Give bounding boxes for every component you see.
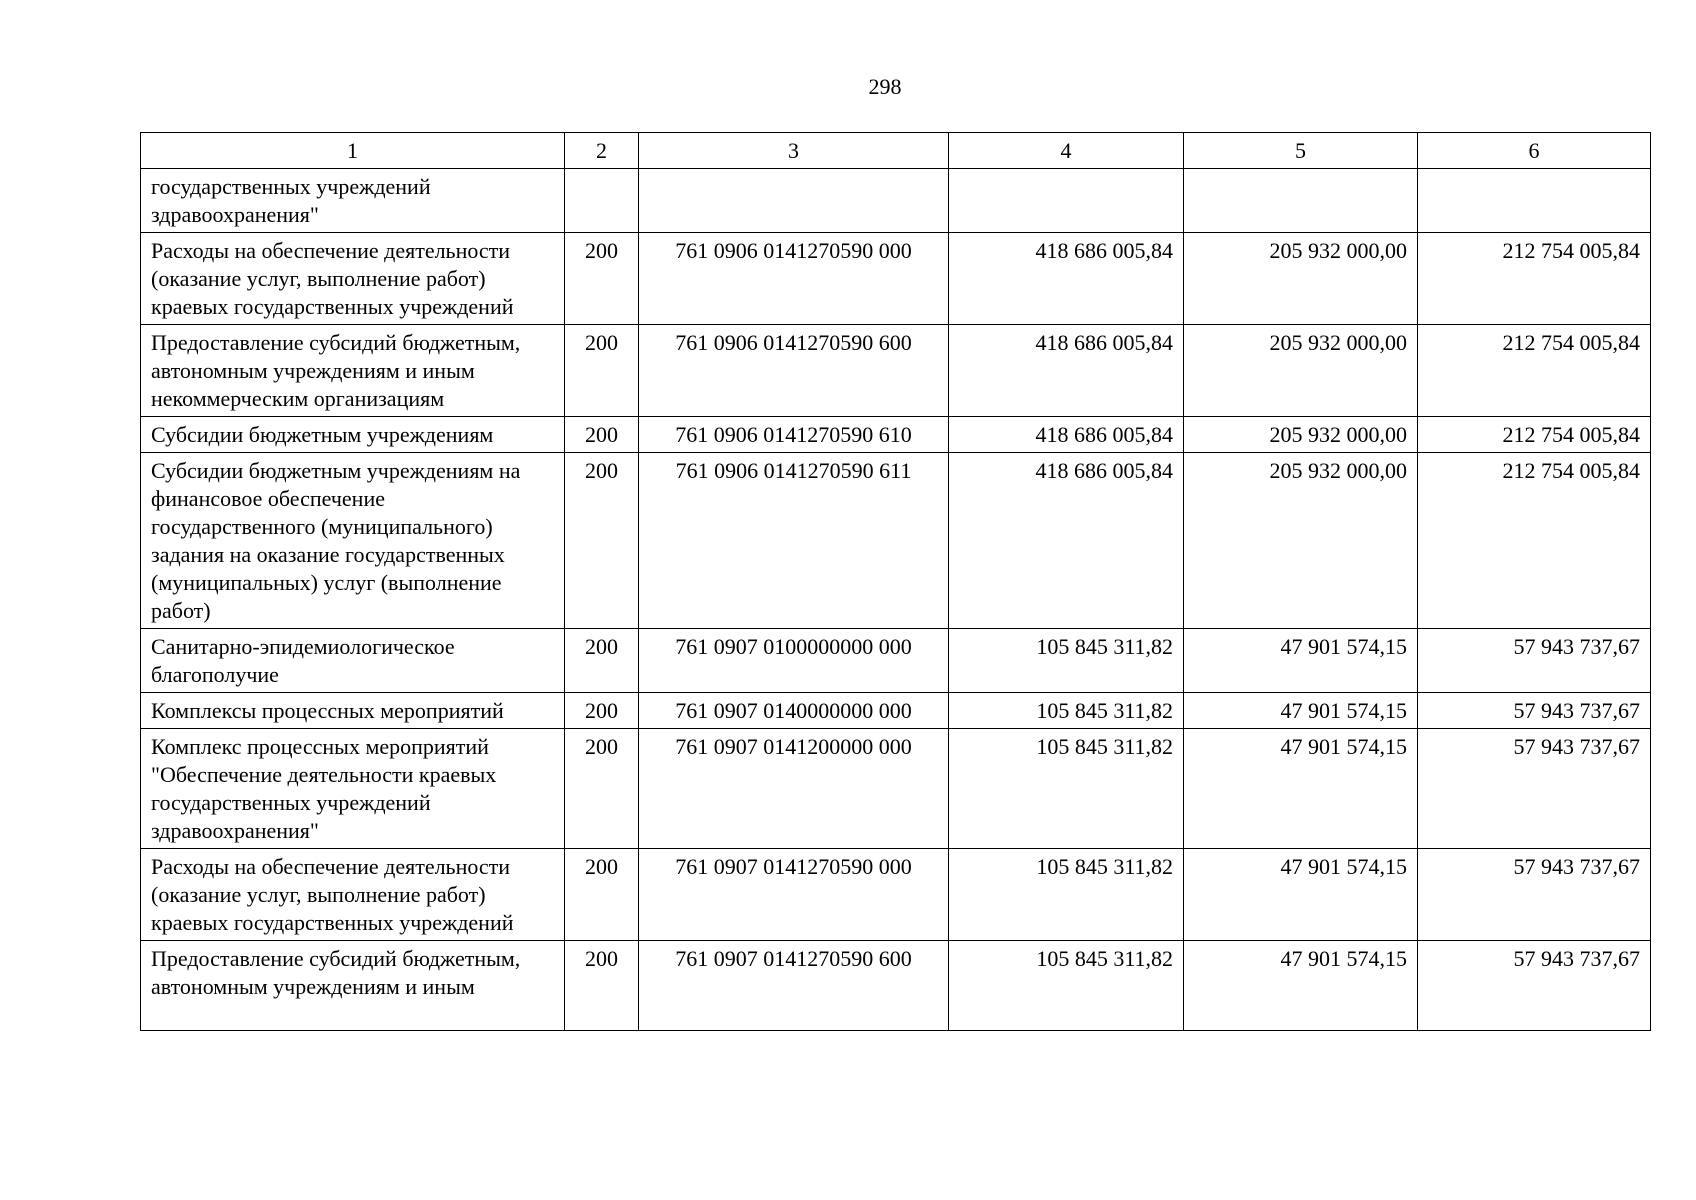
row-col5-cell xyxy=(1184,169,1418,233)
table-row xyxy=(141,169,1651,233)
row-code-cell: 761 0906 0141270590 600 xyxy=(639,325,949,417)
header-col-3: 3 xyxy=(639,133,949,169)
table-row xyxy=(141,693,1651,729)
header-col-4: 4 xyxy=(949,133,1184,169)
row-code-cell: 761 0907 0140000000 000 xyxy=(639,693,949,729)
row-col2-cell: 200 xyxy=(565,629,639,693)
row-col6-cell: 212 754 005,84 xyxy=(1418,417,1651,453)
row-name-cell: Предоставление субсидий бюджетным, автономным учреждениям и иным xyxy=(141,941,565,1031)
row-col4-cell: 418 686 005,84 xyxy=(949,417,1184,453)
row-col6-cell xyxy=(1418,169,1651,233)
row-col4-cell: 418 686 005,84 xyxy=(949,453,1184,629)
budget-table xyxy=(140,132,1651,1031)
row-col6-cell: 212 754 005,84 xyxy=(1418,453,1651,629)
row-col2-cell: 200 xyxy=(565,233,639,325)
row-col4-cell xyxy=(949,169,1184,233)
row-col2-cell: 200 xyxy=(565,941,639,1031)
row-col4-cell: 418 686 005,84 xyxy=(949,325,1184,417)
table-row xyxy=(141,849,1651,941)
row-col2-cell: 200 xyxy=(565,729,639,849)
page-number: 298 xyxy=(868,74,902,99)
row-code-cell: 761 0906 0141270590 611 xyxy=(639,453,949,629)
row-col6-cell: 57 943 737,67 xyxy=(1418,629,1651,693)
row-col5-cell: 47 901 574,15 xyxy=(1184,941,1418,1031)
header-col-5: 5 xyxy=(1184,133,1418,169)
row-code-cell: 761 0907 0100000000 000 xyxy=(639,629,949,693)
row-name-cell: Субсидии бюджетным учреждениям на финансовое обеспечение государственного (муниципального) задания на оказание государственных (муниципальных) услуг (выполнение работ) xyxy=(141,453,565,629)
row-col2-cell: 200 xyxy=(565,693,639,729)
table-row xyxy=(141,233,1651,325)
row-col2-cell: 200 xyxy=(565,453,639,629)
row-code-cell xyxy=(639,169,949,233)
table-row xyxy=(141,729,1651,849)
header-row xyxy=(141,133,1651,169)
row-col6-cell: 57 943 737,67 xyxy=(1418,849,1651,941)
table-row xyxy=(141,629,1651,693)
row-code-cell: 761 0906 0141270590 610 xyxy=(639,417,949,453)
row-col4-cell: 105 845 311,82 xyxy=(949,629,1184,693)
row-code-cell: 761 0907 0141270590 000 xyxy=(639,849,949,941)
row-col5-cell: 205 932 000,00 xyxy=(1184,233,1418,325)
table-row xyxy=(141,325,1651,417)
row-name-cell: Комплекс процессных мероприятий "Обеспечение деятельности краевых государственных учреждений здравоохранения" xyxy=(141,729,565,849)
row-col5-cell: 47 901 574,15 xyxy=(1184,693,1418,729)
row-col5-cell: 47 901 574,15 xyxy=(1184,729,1418,849)
row-name-cell: Санитарно-эпидемиологическое благополучие xyxy=(141,629,565,693)
row-col5-cell: 205 932 000,00 xyxy=(1184,453,1418,629)
table-row xyxy=(141,941,1651,1031)
row-code-cell: 761 0907 0141270590 600 xyxy=(639,941,949,1031)
row-col4-cell: 105 845 311,82 xyxy=(949,693,1184,729)
row-name-cell: Комплексы процессных мероприятий xyxy=(141,693,565,729)
row-col2-cell: 200 xyxy=(565,325,639,417)
row-name-cell: Расходы на обеспечение деятельности (оказание услуг, выполнение работ) краевых государственных учреждений xyxy=(141,233,565,325)
row-col4-cell: 105 845 311,82 xyxy=(949,941,1184,1031)
row-col4-cell: 105 845 311,82 xyxy=(949,729,1184,849)
row-col6-cell: 57 943 737,67 xyxy=(1418,693,1651,729)
row-col4-cell: 105 845 311,82 xyxy=(949,849,1184,941)
row-col5-cell: 205 932 000,00 xyxy=(1184,417,1418,453)
row-col2-cell: 200 xyxy=(565,417,639,453)
header-col-1: 1 xyxy=(141,133,565,169)
row-name-cell: Расходы на обеспечение деятельности (оказание услуг, выполнение работ) краевых государственных учреждений xyxy=(141,849,565,941)
table-row xyxy=(141,417,1651,453)
row-col5-cell: 47 901 574,15 xyxy=(1184,629,1418,693)
table-row xyxy=(141,453,1651,629)
row-col2-cell: 200 xyxy=(565,849,639,941)
row-code-cell: 761 0906 0141270590 000 xyxy=(639,233,949,325)
row-col6-cell: 212 754 005,84 xyxy=(1418,233,1651,325)
row-col2-cell xyxy=(565,169,639,233)
row-name-cell: государственных учреждений здравоохранения" xyxy=(141,169,565,233)
row-col5-cell: 205 932 000,00 xyxy=(1184,325,1418,417)
row-name-cell: Предоставление субсидий бюджетным, автономным учреждениям и иным некоммерческим организациям xyxy=(141,325,565,417)
row-col6-cell: 57 943 737,67 xyxy=(1418,729,1651,849)
row-name-cell: Субсидии бюджетным учреждениям xyxy=(141,417,565,453)
row-col6-cell: 212 754 005,84 xyxy=(1418,325,1651,417)
row-col6-cell: 57 943 737,67 xyxy=(1418,941,1651,1031)
row-col5-cell: 47 901 574,15 xyxy=(1184,849,1418,941)
row-code-cell: 761 0907 0141200000 000 xyxy=(639,729,949,849)
row-col4-cell: 418 686 005,84 xyxy=(949,233,1184,325)
header-col-6: 6 xyxy=(1418,133,1651,169)
header-col-2: 2 xyxy=(565,133,639,169)
